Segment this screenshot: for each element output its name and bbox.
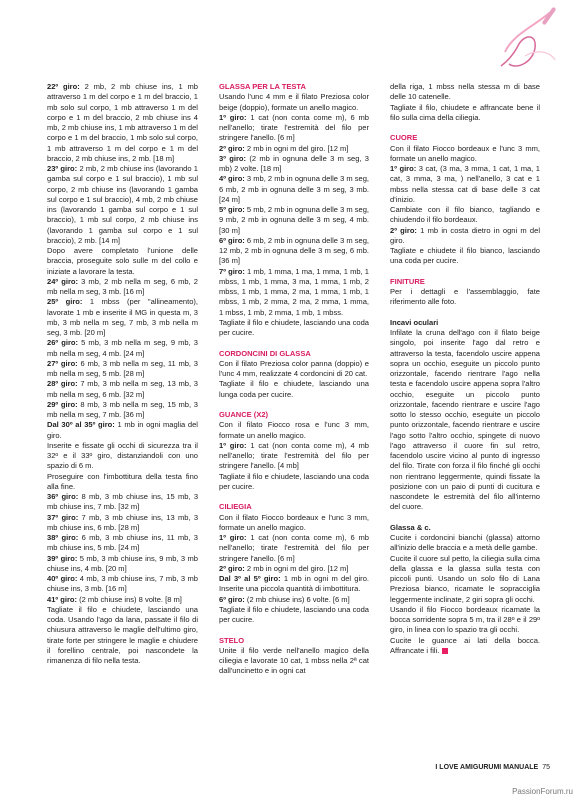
round-list <box>390 164 540 246</box>
round-instruction <box>47 246 198 277</box>
round-label: 28º giro: <box>47 379 78 389</box>
column-1 <box>47 82 198 666</box>
round-instruction <box>219 533 369 564</box>
round-label: 25º giro: <box>47 297 83 307</box>
round-text: 1 cat (non conta come m), 6 mb nell'anello; tirate l'estremità del filo per stringere l'anello. [6 m] <box>219 112 369 143</box>
section-heading-guance: GUANCE (X2) <box>219 410 269 419</box>
round-label: 5º giro: <box>219 205 245 214</box>
round-label: Dal 30º al 35º giro: <box>47 420 115 430</box>
subheading-glassa: Glassa & c. <box>390 522 431 532</box>
round-instruction <box>47 513 198 534</box>
round-label: 7º giro: <box>219 266 245 276</box>
round-text: (2 mb chiuse ins) 6 volte. [6 m] <box>244 594 350 604</box>
round-label: 2º giro: <box>219 143 245 153</box>
round-text: Inserite e fissate gli occhi di sicurezza tra il 32º e il 33º giro, distanziandoli con uno spazio di 6 m. <box>47 440 198 471</box>
round-text: Proseguire con l'imbottitura della testa fino alla fine. <box>47 471 198 491</box>
round-list <box>219 533 369 605</box>
section-heading-ciliegia: CILIEGIA <box>219 502 252 512</box>
round-label: 39º giro: <box>47 553 78 563</box>
section-heading-finiture: FINITURE <box>390 276 425 286</box>
round-text: 1 cat (non conta come m), 4 mb nell'anello; tirate l'estremità del filo per stringere l'anello. [4 mb] <box>219 440 369 471</box>
round-text: Dopo avere completato l'unione delle braccia, proseguite solo sulle m del collo e iniziate a lavorare la testa. <box>47 246 198 276</box>
round-label: 37º giro: <box>47 512 79 522</box>
round-instruction <box>47 472 198 493</box>
round-label: 6º giro: <box>219 594 245 604</box>
round-text: (2 mb in ognuna delle 3 m seg, 3 mb) 2 volte. [18 m] <box>219 153 370 173</box>
round-instruction <box>47 420 198 441</box>
round-text: (2 mb chiuse ins) 8 volte. [8 m] <box>77 594 182 604</box>
round-label: 29º giro: <box>47 399 78 409</box>
round-instruction <box>219 154 369 175</box>
round-text: 1 mb in costa dietro in ogni m del giro. <box>390 225 540 245</box>
round-label: 2º giro: <box>390 225 417 235</box>
section-heading-cuore: CUORE <box>390 133 418 143</box>
round-instruction <box>219 205 369 236</box>
round-text: 6 mb, 2 mb in ognuna delle 3 m seg, 12 mb, 2 mb in ognuna delle 3 m seg, 6 mb. [36 m] <box>219 235 370 266</box>
round-label: 38º giro: <box>47 533 79 542</box>
round-text: 6 mb, 3 mb nella m seg, 11 mb, 3 mb nella m seg, 5 mb. [28 m] <box>47 358 198 378</box>
round-label: 40º giro: <box>47 574 78 583</box>
round-instruction <box>219 236 369 267</box>
round-label: Dal 3º al 5º giro: <box>219 574 281 583</box>
paragraph: Usando il filo Fiocco bordeaux ricamate la bocca sorridente sopra 5 m, tra il 28º e il 29º giro, in linea con lo spazio tra gli occhi. <box>390 604 540 635</box>
section-heading-cordoncini: CORDONCINI DI GLASSA <box>219 348 311 358</box>
round-instruction <box>47 164 198 246</box>
round-label: 36º giro: <box>47 492 79 501</box>
round-text: 7 mb, 3 mb nella m seg, 13 mb, 3 mb nella m seg, 6 mb. [32 m] <box>47 379 198 399</box>
round-text: 5 mb, 3 mb chiuse ins, 9 mb, 3 mb chiuse ins, 4 mb. [20 m] <box>47 553 198 573</box>
round-instruction <box>219 174 369 205</box>
round-instruction <box>47 441 198 472</box>
round-instruction <box>47 379 198 400</box>
round-instruction <box>219 564 369 574</box>
round-instruction <box>47 82 198 164</box>
round-instruction <box>47 605 198 667</box>
round-instruction <box>219 144 369 154</box>
page-number: 75 <box>542 764 550 771</box>
round-text: 1 mb in ogni m del giro. Inserite una piccola quantità di imbottitura. <box>219 574 369 594</box>
watermark: PassionForum.ru <box>512 787 573 796</box>
round-label: 1º giro: <box>390 164 417 173</box>
round-text: 2 mb, 2 mb chiuse ins, 1 mb attraverso 1 m del corpo e 1 m del braccio, 1 mb solo sul corpo, 1 mb attraverso 1 m del corpo e 1 m del braccio, 2 mb chiuse ins 4 mb, 2 mb chiuse ins, 1 mb attraverso 1 m del corpo e 1 m del braccio, 1 mb solo sul corpo, 1 mb attraverso 1 m del corpo e 1 m del braccio, 2 mb chiuse ins, 2 mb. [18 m] <box>47 82 199 163</box>
round-text: Tagliate il filo e chiudete, lasciando una coda. Usando l'ago da lana, passate il filo di chiusura attraverso le maglie dell'ultimo giro, tirate forte per stringere le maglie e chiudere il forellino centrale, poi nascondete la rimanenza di filo nella testa. <box>47 604 198 665</box>
round-instruction <box>219 267 369 318</box>
round-instruction <box>390 164 540 205</box>
section-heading-glassa-testa: GLASSA PER LA TESTA <box>219 82 306 91</box>
round-instruction <box>47 277 198 298</box>
round-text: 7 mb, 3 mb chiuse ins, 13 mb, 3 mb chiuse ins, 6 mb. [28 m] <box>47 512 199 532</box>
round-instruction <box>47 595 198 605</box>
round-instruction <box>47 533 198 554</box>
round-text: 3 mb, 2 mb nella m seg, 6 mb, 2 mb nella m seg, 3 mb. [16 m] <box>47 276 199 296</box>
paragraph: Unite il filo verde nell'anello magico della ciliegia e lavorate 10 cat, 1 mbss nella 2ª cat dall'uncinetto e in ogni cat <box>219 645 369 676</box>
round-label: 26º giro: <box>47 338 79 348</box>
round-text: 1 cat (non conta come m), 6 mb nell'anello; tirate l'estremità del filo per stringere l'anello. [6 m] <box>219 533 369 563</box>
round-instruction <box>47 574 198 595</box>
paragraph: Tagliate e chiudete il filo bianco, lasciando una coda per cucire. <box>390 246 540 266</box>
paragraph: Con il filato Fiocco bordeaux e l'unc 3 mm, formate un anello magico. <box>219 512 369 532</box>
round-instruction <box>219 113 369 144</box>
column-3 <box>390 82 540 656</box>
round-text: Cambiate con il filo bianco, tagliando e chiudendo il filo bordeaux. <box>390 205 540 225</box>
round-text: 1 mbss (per "allineamento), lavorate 1 mb e inserite il MG in questa m, 3 mb, 3 mb nella m seg, 7 mb, 3 mb nella m seg, 3 mb. [20 m] <box>47 297 198 337</box>
round-instruction <box>47 554 198 575</box>
round-instruction <box>47 359 198 380</box>
round-text: 2 mb in ogni m del giro. [12 m] <box>244 563 349 573</box>
round-label: 22º giro: <box>47 82 80 91</box>
round-instruction <box>47 400 198 421</box>
round-instruction <box>47 492 198 513</box>
paragraph: Tagliate il filo e chiudete, lasciando una coda per cucire. <box>219 317 369 337</box>
round-text: 4 mb, 3 mb chiuse ins, 7 mb, 3 mb chiuse ins, 3 mb. [16 m] <box>47 574 198 594</box>
round-label: 24º giro: <box>47 276 79 286</box>
round-text: 3 mb, 2 mb in ognuna delle 3 m seg, 6 mb, 2 mb in ognuna delle 3 m seg, 3 mb. [24 m] <box>219 174 370 204</box>
magazine-title: I LOVE AMIGURUMI MANUALE <box>435 764 539 771</box>
paragraph: Tagliate il filo e chiudete, lasciando una coda per cucire. <box>219 604 369 624</box>
paragraph: Infilate la cruna dell'ago con il filato beige singolo, poi inserite l'ago dal retro e attraverso la testa, facendolo uscire appena sopra un occhio, eseguite un piccolo punto orizzontale, facendo rientrare l'ago nella testa e facendolo uscire appena sopra l'altro occhio, eseguite un piccolo punto orizzontale, facendo rientrare e uscire l'ago sotto lo stesso occhio, eseguite un piccolo punto orizzontale, facendo rientrare e uscire l'ago sotto l'altro occhio, spingete di nuovo l'ago attraverso il cuore fin sul retro, facendolo uscire vicino al punto di ingresso del filo. Tirate con forza il filo finché gli occhi non rientrano leggermente, quindi fissate la posizione con un paio di punti di cucitura e nascondete le estremità del filo all'interno del cuore. <box>390 328 540 512</box>
round-text: 1 mb, 1 mma, 1 ma, 1 mma, 1 mb, 1 mbss, 1 mb, 1 mma, 3 ma, 1 mma, 1 mb, 2 mbss, 1 mb, 1 mma, 2 ma, 1 mma, 1 mb, 1 mbss, 1 mb, 2 mma, 2 ma, 2 mma, 1 mma, 1 mbss, 1 mb, 2 mma, 1 mb, 1 mbss. <box>219 266 369 317</box>
round-list <box>219 113 369 318</box>
section-heading-stelo: STELO <box>219 635 245 645</box>
paragraph: Tagliate il filo, chiudete e affrancate bene il filo sulla cima della ciliegia. <box>390 102 540 122</box>
round-instruction <box>390 226 540 247</box>
paragraph: della riga, 1 mbss nella stessa m di base delle 10 catenelle. <box>390 82 540 102</box>
round-label: 2º giro: <box>219 563 245 573</box>
round-label: 27º giro: <box>47 358 78 368</box>
round-text: 5 mb, 2 mb in ognuna delle 3 m seg, 9 mb, 2 mb in ognuna delle 3 m seg, 4 mb. [30 m] <box>219 205 370 235</box>
paragraph: Per i dettagli e l'assemblaggio, fate riferimento alle foto. <box>390 287 540 307</box>
round-text: 2 mb, 2 mb chiuse ins (lavorando 1 gamba sul corpo e 1 sul braccio), 1 mb sul corpo, 2 mb chiuse ins (lavorando 1 gamba sul corpo e 1 sul braccio), 4 mb, 2 mb chiuse ins (lavorando 1 gamba sul corpo e 1 sul braccio), 1 mb sul corpo, 2 mb chiuse ins (lavorando 1 gamba sul corpo e 1 sul braccio), 2 mb. [14 m] <box>47 164 199 245</box>
paragraph: Tagliate il filo e chiudete, lasciando una lunga coda per cucire. <box>219 379 369 399</box>
paragraph: Con il filato Fiocco bordeaux e l'unc 3 mm, formate un anello magico. <box>390 143 540 163</box>
round-text: 3 cat, (3 ma, 3 mma, 1 cat, 1 ma, 1 cat, 3 mma, 3 ma, ) nell'anello, 3 cat e 1 mbss nella stessa cat di base delle 3 cat d'inizio. <box>390 164 540 204</box>
round-instruction <box>47 297 198 338</box>
paragraph: Usando l'unc 4 mm e il filato Preziosa color beige (doppio), formate un anello magico. <box>219 92 369 112</box>
crochet-hook-ribbon-decoration <box>495 4 565 84</box>
round-label: 23º giro: <box>47 164 78 173</box>
round-label: 3º giro: <box>219 153 247 163</box>
round-instruction <box>219 595 369 605</box>
round-text: 6 mb, 3 mb chiuse ins, 11 mb, 3 mb chiuse ins, 5 mb. [24 m] <box>47 533 198 553</box>
round-label: 6º giro: <box>219 235 245 245</box>
page-footer <box>380 764 550 771</box>
end-mark-icon <box>442 648 448 654</box>
round-instruction <box>219 574 369 595</box>
round-text: 1 mb in ogni maglia del giro. <box>47 420 198 440</box>
round-label: 1º giro: <box>219 533 247 542</box>
round-instruction <box>47 338 198 359</box>
closing-text: Cucite le guance ai lati della bocca. Affrancate i fili. <box>390 635 540 655</box>
paragraph: Tagliate il filo e chiudete, lasciando una coda per cucire. <box>219 471 369 491</box>
column-2 <box>219 82 369 677</box>
paragraph: Con il filato Fiocco rosa e l'unc 3 mm, formate un anello magico. <box>219 420 369 440</box>
round-label: 41º giro: <box>47 594 78 604</box>
paragraph: Con il filato Preziosa color panna (doppio) e l'unc 4 mm, realizzate 4 cordoncini di 20 cat. <box>219 358 369 378</box>
round-text: 8 mb, 3 mb nella m seg, 15 mb, 3 mb nella m seg, 7 mb. [36 m] <box>47 399 198 419</box>
round-instruction <box>390 205 540 226</box>
round-label: 1º giro: <box>219 112 247 122</box>
round-label: 4º giro: <box>219 174 245 184</box>
round-label: 1º giro: <box>219 440 247 450</box>
paragraph: Cucite i cordoncini bianchi (glassa) attorno all'inizio delle braccia e a metà delle gambe. <box>390 533 540 553</box>
round-instruction <box>219 441 369 472</box>
paragraph-last <box>390 636 540 657</box>
round-text: 2 mb in ogni m del giro. [12 m] <box>244 143 349 153</box>
round-list <box>219 441 369 472</box>
subheading-incavi-oculari: Incavi oculari <box>390 317 439 327</box>
round-text: 5 mb, 3 mb nella m seg, 9 mb, 3 mb nella m seg, 4 mb. [24 m] <box>47 338 199 358</box>
paragraph: Cucite il cuore sul petto, la ciliegia sulla cima della glassa e la glassa sulla testa con piccoli punti. Usando un solo filo di Lana Preziosa bianco, ricamate le sopracciglia leggermente inclinate, 2 giri sopra gli occhi. <box>390 553 540 604</box>
round-text: 8 mb, 3 mb chiuse ins, 15 mb, 3 mb chiuse ins, 7 mb. [32 m] <box>47 492 199 512</box>
